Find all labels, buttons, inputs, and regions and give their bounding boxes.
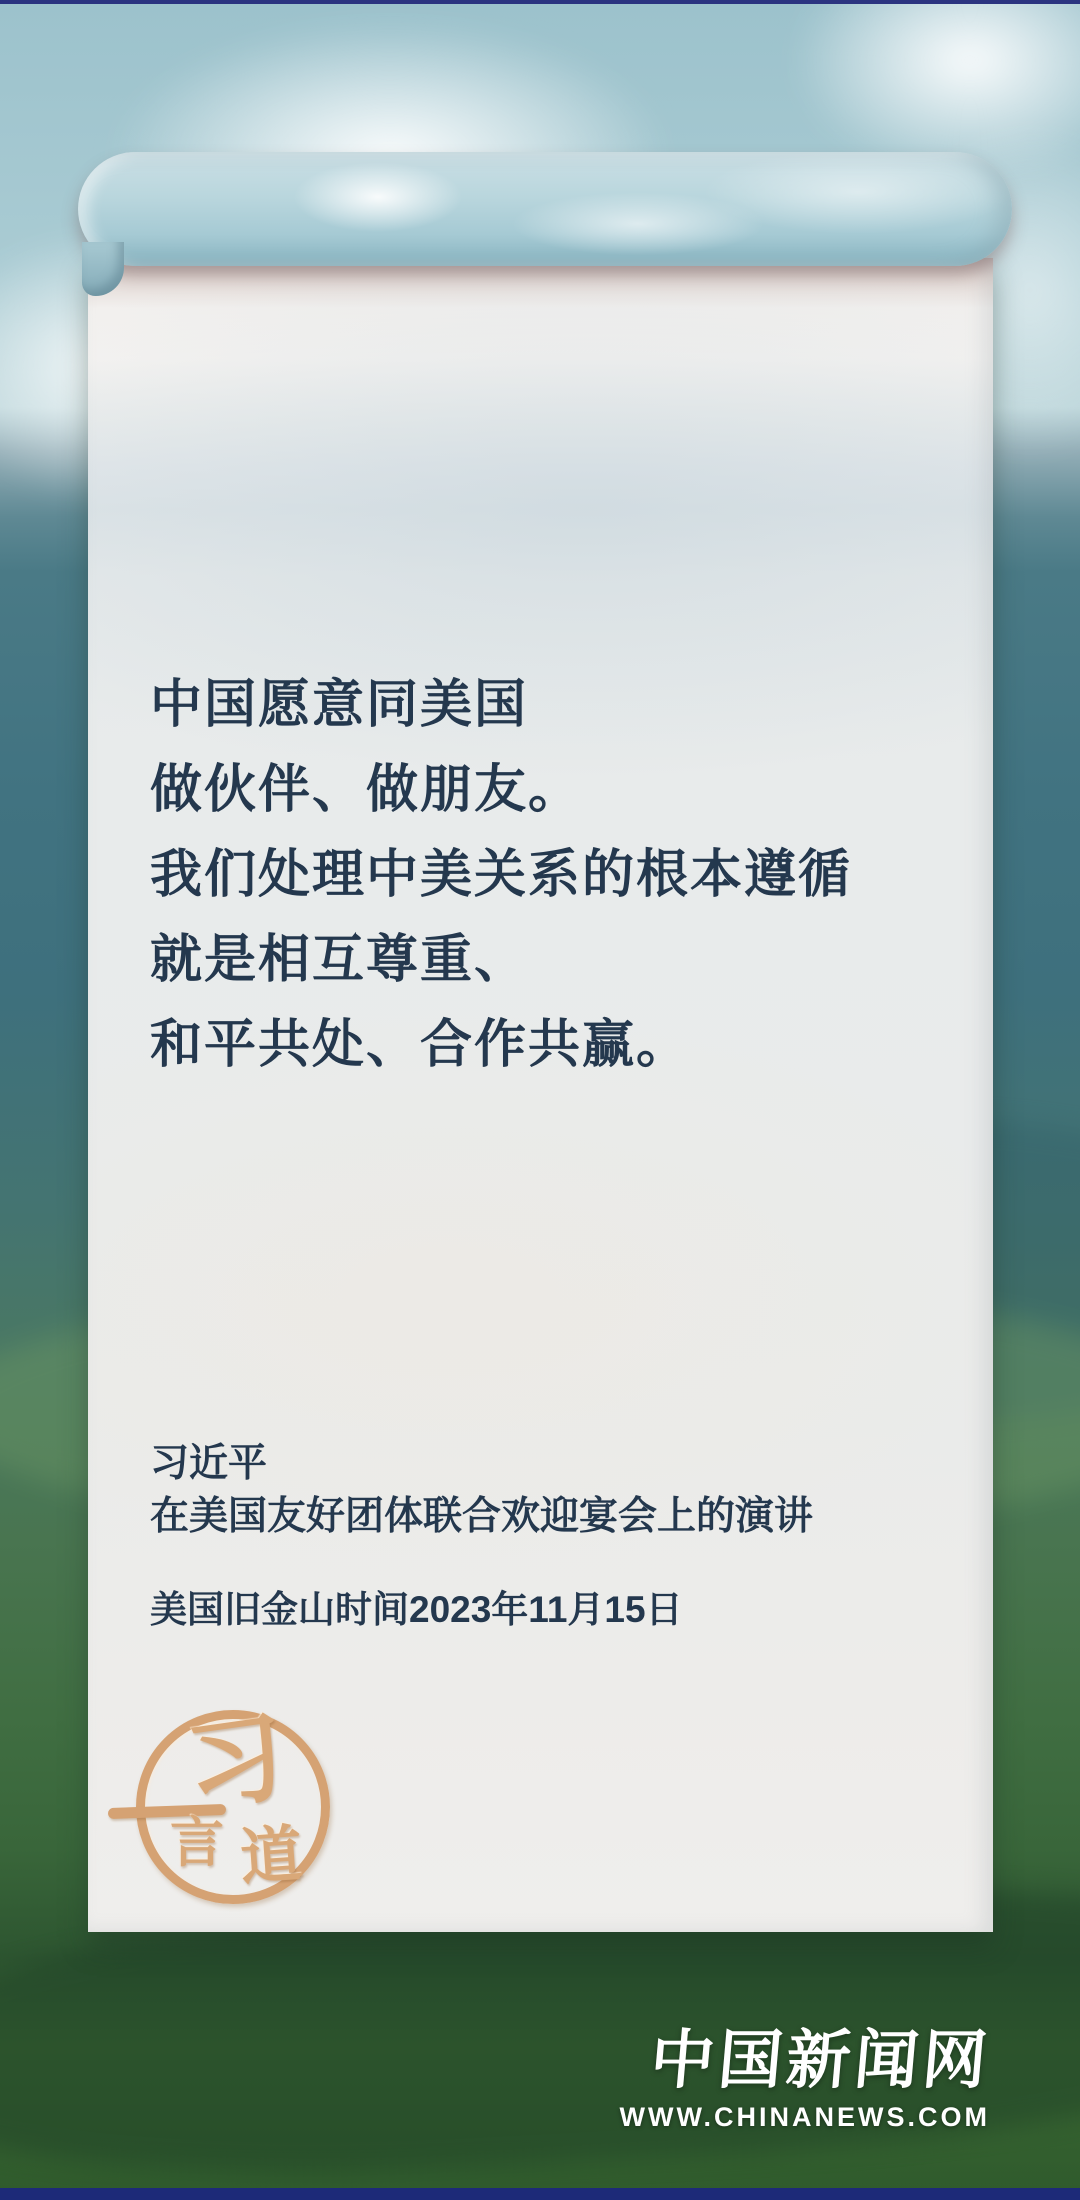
chinanews-url: WWW.CHINANEWS.COM	[619, 2102, 990, 2132]
quote-line: 就是相互尊重、	[150, 931, 529, 989]
quote-line: 我们处理中美关系的根本遵循	[150, 846, 853, 904]
seal-char-dao: 道	[237, 1816, 305, 1895]
bottom-border-bar	[0, 2188, 1080, 2200]
quote-line: 中国愿意同美国	[150, 676, 529, 734]
chinanews-brand-logo	[619, 2023, 994, 2133]
top-border-line	[0, 0, 1080, 4]
scroll-paper	[88, 258, 993, 1932]
speaker-name: 习近平	[150, 1442, 268, 1485]
xiyandao-seal-logo	[108, 1698, 358, 1918]
chinanews-wordmark: 中国新闻网	[646, 2023, 994, 2098]
attribution-block	[150, 1437, 813, 1543]
quote-text-block	[150, 663, 852, 1088]
quote-line: 和平共处、合作共赢。	[150, 1016, 691, 1074]
quote-line: 做伙伴、做朋友。	[150, 761, 583, 819]
seal-char-xi: 习	[179, 1698, 293, 1827]
dateline-text: 美国旧金山时间2023年11月15日	[150, 1589, 683, 1630]
speech-occasion: 在美国友好团体联合欢迎宴会上的演讲	[150, 1495, 814, 1538]
scroll-roll-top	[78, 152, 1012, 266]
seal-char-yan: 言	[170, 1810, 224, 1874]
